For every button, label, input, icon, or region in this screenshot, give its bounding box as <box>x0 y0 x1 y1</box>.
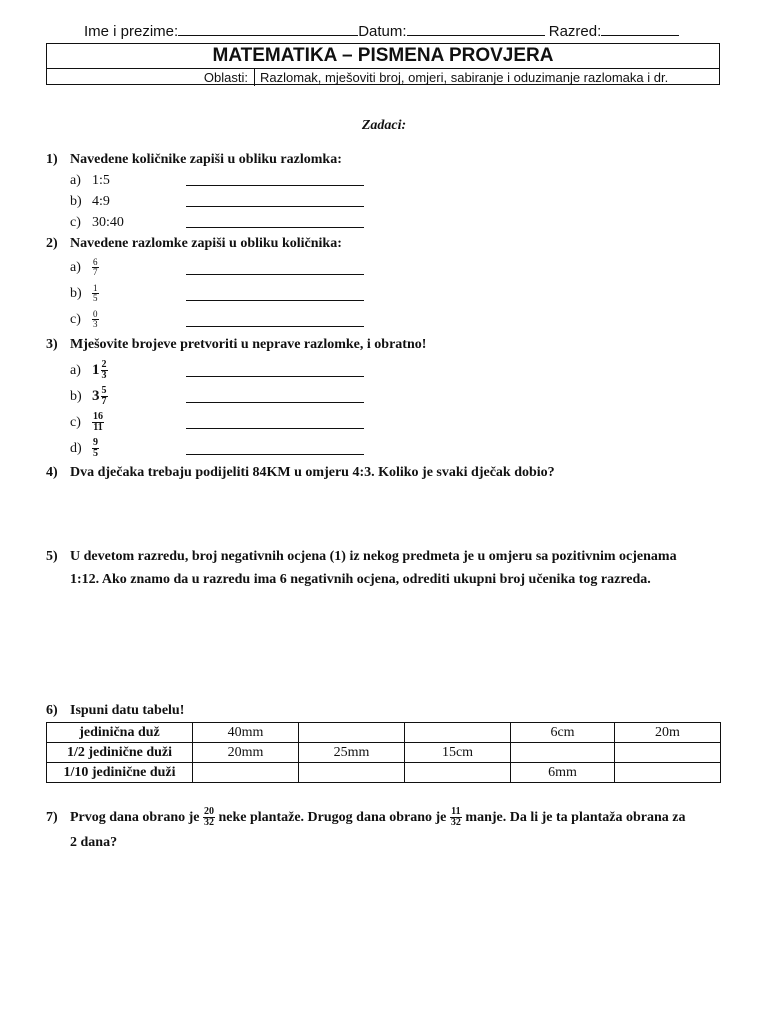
question-text: Dva dječaka trebaju podijeliti 84KM u omjeru 4:3. Koliko je svaki dječak dobio? <box>70 465 555 480</box>
item-letter: b) <box>70 194 82 209</box>
table-cell-blank[interactable] <box>615 743 721 763</box>
table-row <box>47 723 721 743</box>
q1-item-c <box>70 215 124 235</box>
question-4 <box>46 465 555 481</box>
question-number: 6) <box>46 703 58 718</box>
answer-line[interactable] <box>186 260 364 275</box>
question-3 <box>46 337 426 353</box>
item-letter: b) <box>70 285 82 301</box>
areas-value: Razlomak, mješoviti broj, omjeri, sabiranje i oduzimanje razlomaka i dr. <box>260 70 669 85</box>
answer-line[interactable] <box>186 388 364 403</box>
table-cell: 25mm <box>299 743 405 763</box>
item-letter: d) <box>70 440 82 456</box>
question-number: 5) <box>46 549 58 564</box>
item-value: 4:9 <box>92 194 110 209</box>
fraction: $\frac{9}{5}$ <box>93 437 98 459</box>
fraction: $\frac{0}{3}$ <box>93 309 98 329</box>
title-box <box>46 43 720 85</box>
whole-number: 1 <box>92 362 100 378</box>
name-label: Ime i prezime: <box>84 23 179 40</box>
item-letter: a) <box>70 173 81 188</box>
fill-in-table <box>46 722 721 783</box>
question-number: 7) <box>46 810 58 825</box>
question-text-part3: manje. Da li je ta plantaža obrana za <box>465 810 686 825</box>
class-blank[interactable] <box>601 21 679 36</box>
q2-item-c <box>70 310 99 330</box>
question-7 <box>46 806 686 830</box>
answer-line[interactable] <box>186 213 364 228</box>
item-letter: c) <box>70 215 81 230</box>
question-text: Navedene razlomke zapiši u obliku količnika: <box>70 236 342 251</box>
fraction: $\frac{11}{32}$ <box>450 806 461 829</box>
page-title: MATEMATIKA – PISMENA PROVJERA <box>47 44 719 69</box>
answer-line[interactable] <box>186 414 364 429</box>
fraction: $\frac{6}{7}$ <box>93 257 98 277</box>
fraction: $\frac{5}{7}$ <box>101 385 107 407</box>
table-row-header: jedinična duž <box>47 723 193 743</box>
table-row-header: 1/10 jedinične duži <box>47 763 193 783</box>
table-cell-blank[interactable] <box>299 763 405 783</box>
question-number: 2) <box>46 236 58 251</box>
date-label: Datum: <box>358 23 407 40</box>
question-number: 4) <box>46 465 58 480</box>
whole-number: 3 <box>92 388 100 404</box>
table-cell: 40mm <box>193 723 299 743</box>
areas-row <box>47 69 719 86</box>
fraction: $\frac{20}{32}$ <box>204 806 214 829</box>
q1-item-b <box>70 194 110 214</box>
table-cell-blank[interactable] <box>405 763 511 783</box>
table-row <box>47 743 721 763</box>
q2-item-b <box>70 284 99 304</box>
table-cell-blank[interactable] <box>405 723 511 743</box>
table-cell-blank[interactable] <box>615 763 721 783</box>
item-letter: a) <box>70 362 81 378</box>
q3-item-d <box>70 438 99 458</box>
student-info-line <box>84 21 679 40</box>
question-6 <box>46 703 184 719</box>
q1-item-a <box>70 173 110 193</box>
answer-line[interactable] <box>186 171 364 186</box>
question-5 <box>46 549 677 565</box>
fraction: $\frac{1}{5}$ <box>93 283 98 303</box>
answer-line[interactable] <box>186 192 364 207</box>
answer-line[interactable] <box>186 440 364 455</box>
table-row <box>47 763 721 783</box>
item-value: 1:5 <box>92 173 110 188</box>
date-blank[interactable] <box>407 21 545 36</box>
table-cell: 6mm <box>511 763 615 783</box>
question-text: Mješovite brojeve pretvoriti u neprave razlomke, i obratno! <box>70 337 427 352</box>
q3-item-c <box>70 412 104 432</box>
fraction: $\frac{16}{11}$ <box>93 411 103 433</box>
section-title: Zadaci: <box>361 118 407 133</box>
areas-label: Oblasti: <box>47 69 255 86</box>
table-cell-blank[interactable] <box>193 763 299 783</box>
table-cell-blank[interactable] <box>511 743 615 763</box>
item-letter: b) <box>70 388 82 404</box>
question-text-part2: neke plantaže. Drugog dana obrano je <box>218 810 447 825</box>
table-cell-blank[interactable] <box>299 723 405 743</box>
question-text: Navedene količnike zapiši u obliku razlomka: <box>70 152 342 167</box>
answer-line[interactable] <box>186 362 364 377</box>
table-cell: 20m <box>615 723 721 743</box>
question-number: 1) <box>46 152 58 167</box>
table-cell: 20mm <box>193 743 299 763</box>
question-5-continued: 1:12. Ako znamo da u razredu ima 6 negativnih ocjena, odrediti ukupni broj učenika tog razreda. <box>70 572 651 587</box>
question-text-part1: Prvog dana obrano je <box>70 810 200 825</box>
answer-line[interactable] <box>186 312 364 327</box>
item-letter: c) <box>70 414 81 430</box>
question-1 <box>46 152 342 168</box>
table-cell: 15cm <box>405 743 511 763</box>
item-letter: a) <box>70 259 81 275</box>
class-label: Razred: <box>548 23 602 40</box>
question-number: 3) <box>46 337 58 352</box>
q2-item-a <box>70 258 99 278</box>
question-7-continued: 2 dana? <box>70 835 118 850</box>
item-value: 30:40 <box>92 215 124 230</box>
answer-line[interactable] <box>186 286 364 301</box>
name-blank[interactable] <box>178 21 358 36</box>
item-letter: c) <box>70 311 81 327</box>
table-row-header: 1/2 jedinične duži <box>47 743 193 763</box>
question-text: Ispuni datu tabelu! <box>70 703 185 718</box>
q3-item-a <box>70 360 108 380</box>
fraction: $\frac{2}{3}$ <box>101 359 107 381</box>
table-cell: 6cm <box>511 723 615 743</box>
question-2 <box>46 236 342 252</box>
question-text: U devetom razredu, broj negativnih ocjena (1) iz nekog predmeta je u omjeru sa pozitivnim ocjenama <box>70 549 677 564</box>
q3-item-b <box>70 386 108 406</box>
